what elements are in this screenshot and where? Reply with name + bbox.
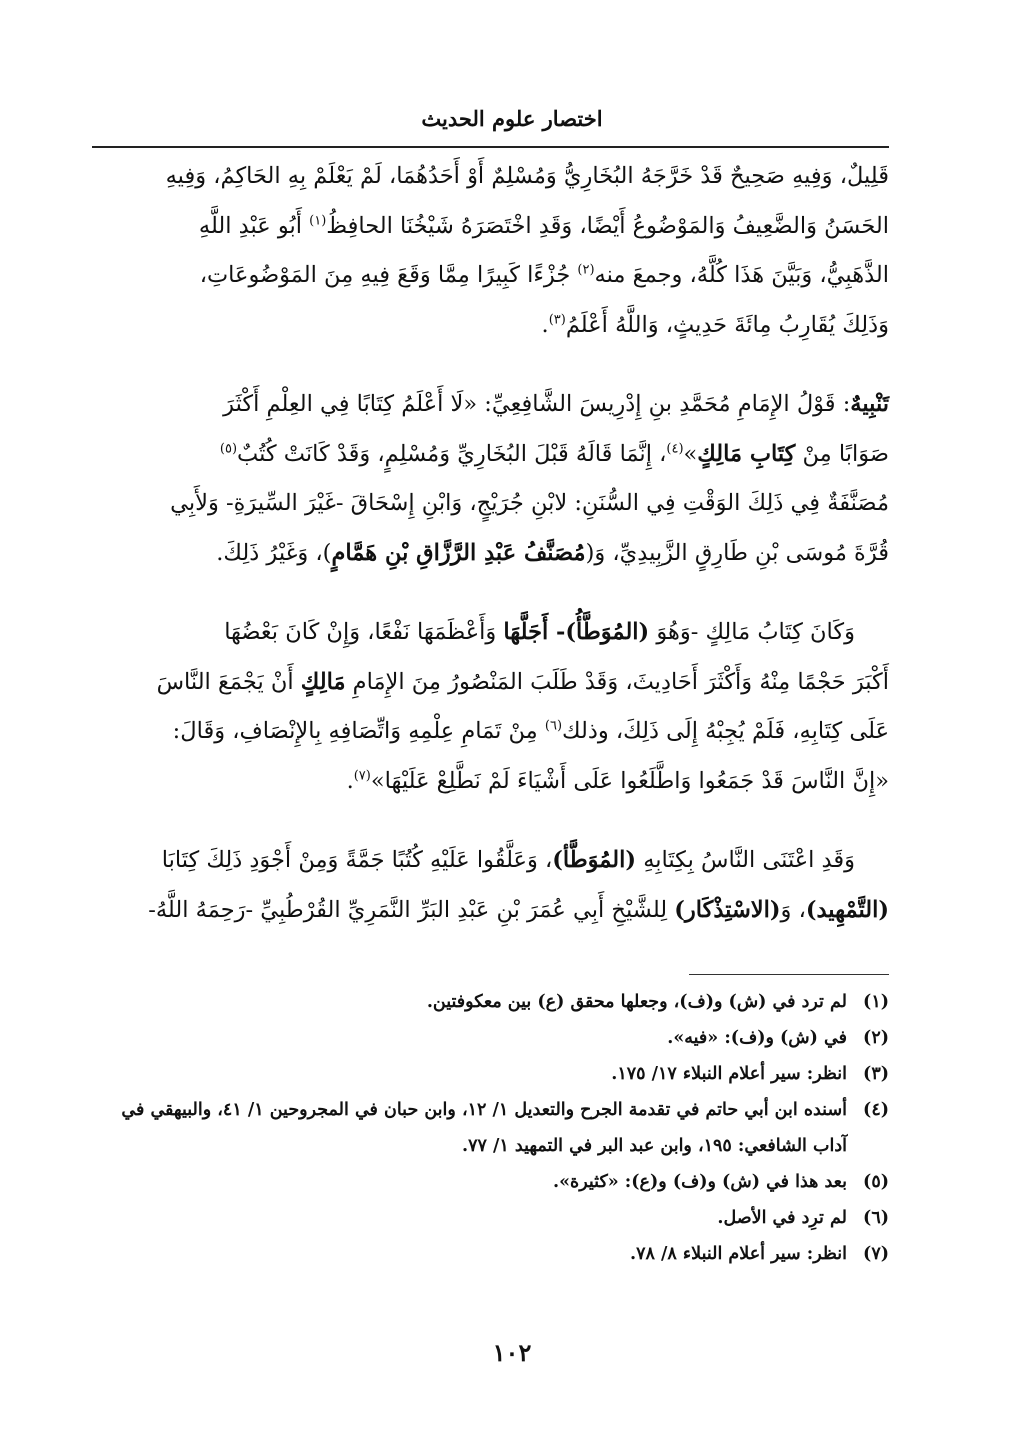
footnote-item	[92, 984, 889, 1020]
page-number: ١٠٢	[492, 1338, 532, 1367]
text-run: أَبُو عَبْدِ اللَّهِ	[198, 212, 310, 239]
text-run: قَلِيلٌ، وَفِيهِ صَحِيحٌ قَدْ خَرَّجَهُ البُخَارِيُّ وَمُسْلِمٌ أَوْ أَحَدُهُمَا، لَمْ يَعْلَمْ بِهِ الحَاكِمُ، وَفِيهِ	[165, 163, 889, 189]
text-run: «إِنَّ النَّاسَ قَدْ جَمَعُوا وَاطَّلَعُوا عَلَى أَشْيَاءَ لَمْ نَطَّلِعْ عَلَيْهَا»	[370, 767, 889, 794]
text-run: وَقَدِ اعْتَنَى النَّاسُ بِكِتَابِهِ	[636, 847, 855, 873]
paragraph-2	[92, 380, 889, 578]
bold-run: مُصَنَّفُ عَبْدِ الرَّزَّاقِ بْنِ هَمَّامٍ	[331, 539, 586, 566]
text-line	[92, 608, 889, 658]
text-run: ، وَعَلَّقُوا عَلَيْهِ كُتُبًا جَمَّةً وَمِنْ أَجْوَدِ ذَلِكَ كِتَابَا	[161, 847, 553, 873]
footnote-number: (٣)	[863, 1064, 889, 1084]
text-run: صَوَابًا مِنْ	[795, 440, 889, 467]
text-run: الذَّهَبِيُّ، وَبَيَّنَ هَذَا كُلَّهُ، وجمعَ منه	[594, 262, 889, 288]
text-line	[92, 886, 889, 936]
footnote-ref[interactable]: (٧)	[353, 768, 371, 783]
footnote-number: (٥)	[863, 1172, 889, 1192]
bold-run: (المُوَطَّأُ)- أَجَلَّهَا	[503, 619, 650, 645]
footnote-text: في (ش) و(ف): «فيه».	[667, 1028, 847, 1048]
bold-run: (التَّمْهِيد)	[805, 896, 889, 923]
footnote-item	[92, 1020, 889, 1056]
footnote-ref[interactable]: (٣)	[548, 312, 566, 327]
text-run: )، وَغَيْرُ ذَلِكَ.	[216, 539, 332, 566]
bold-run: كِتَابِ مَالِكٍ	[697, 440, 796, 467]
footnote-text: أسنده ابن أبي حاتم في تقدمة الجرح والتعديل ١/ ١٢، وابن حبان في المجروحين ١/ ٤١، والبيهقي في آداب الشافعي: ١٩٥، وابن عبد البر في التمهيد ١/ ٧٧.	[121, 1100, 847, 1156]
text-line	[92, 757, 889, 807]
footnote-ref[interactable]: (٦)	[544, 718, 563, 734]
footnote-number: (٤)	[863, 1100, 889, 1120]
footnote-item	[92, 1164, 889, 1200]
text-run: وَأَعْظَمَهَا نَفْعًا، وَإِنْ كَانَ بَعْضُهَا	[224, 619, 504, 645]
running-header: اختصار علوم الحديث	[421, 106, 603, 131]
bold-run: (المُوَطَّأ)	[552, 847, 637, 873]
bold-run: (الاسْتِذْكَار)	[674, 896, 781, 923]
text-line	[92, 836, 889, 886]
main-text	[92, 152, 889, 935]
footnote-item	[92, 1092, 889, 1164]
footnote-text: لم ترِد في الأصل.	[717, 1208, 847, 1228]
text-run: أَكْبَرَ حَجْمًا مِنْهُ وَأَكْثَرَ أَحَادِيثَ، وَقَدْ طَلَبَ المَنْصُورُ مِنَ الإِمَامِ	[345, 668, 889, 695]
text-line	[92, 380, 889, 430]
text-line	[92, 251, 889, 301]
footnote-ref[interactable]: (١)	[309, 213, 327, 228]
footnote-number: (٧)	[863, 1244, 889, 1264]
text-run: قُرَّةَ مُوسَى بْنِ طَارِقٍ الزَّبِيدِيِّ، وَ(	[585, 539, 889, 566]
footnote-item	[92, 1056, 889, 1092]
text-line	[92, 152, 889, 202]
text-line	[92, 202, 889, 252]
bold-run: مَالِكٍ	[300, 668, 346, 695]
footnote-text: انظر: سير أعلام النبلاء ١٧/ ١٧٥.	[611, 1064, 847, 1084]
text-run: ، إِنَّمَا قَالَهُ قَبْلَ البُخَارِيِّ وَمُسْلِمٍ، وَقَدْ كَانَتْ كُتُبٌ	[237, 440, 667, 467]
text-run: جُزْءًا كَبِيرًا مِمَّا وَقَعَ فِيهِ مِنَ المَوْضُوعَاتِ،	[199, 262, 578, 288]
text-run: لِلشَّيْخِ أَبِي عُمَرَ بْنِ عَبْدِ البَرِّ النَّمَرِيِّ القُرْطُبِيِّ -رَحِمَهُ اللَّهُ-	[148, 896, 675, 923]
paragraph-3	[92, 608, 889, 806]
text-run: .	[541, 311, 549, 338]
text-line	[92, 301, 889, 351]
footnote-text: بعد هذا في (ش) و(ف) و(ع): «كثيرة».	[553, 1172, 847, 1192]
footnote-text: لم ترد في (ش) و(ف)، وجعلها محقق (ع) بين معكوفتين.	[426, 992, 847, 1012]
footnote-separator	[689, 974, 889, 975]
text-run: عَلَى كِتَابِهِ، فَلَمْ يُجِبْهُ إِلَى ذَلِكَ، وذلك	[562, 718, 889, 744]
text-line	[92, 707, 889, 757]
paragraph-1	[92, 152, 889, 350]
footnote-ref[interactable]: (٢)	[577, 262, 595, 278]
text-run: وَكَانَ كِتَابُ مَالِكٍ -وَهُوَ	[649, 619, 855, 645]
text-line	[92, 529, 889, 579]
text-line	[92, 479, 889, 529]
text-line	[92, 430, 889, 480]
footnotes-section	[92, 984, 889, 1272]
footnote-ref[interactable]: (٥)	[219, 441, 238, 456]
header-rule	[92, 146, 889, 148]
footnote-ref[interactable]: (٤)	[666, 441, 684, 456]
text-line	[92, 658, 889, 708]
text-run: أَنْ يَجْمَعَ النَّاسَ	[156, 668, 301, 695]
text-run: ، وَ	[780, 896, 806, 923]
text-run: مِنْ تَمَامِ عِلْمِهِ وَاتِّصَافِهِ بِالإِنْصَافِ، وَقَالَ:	[172, 718, 545, 744]
footnote-item	[92, 1200, 889, 1236]
text-run: الحَسَنُ وَالضَّعِيفُ وَالمَوْضُوعُ أَيْضًا، وَقَدِ اخْتَصَرَهُ شَيْخُنَا الحافِظُ	[326, 212, 889, 239]
footnote-number: (٦)	[863, 1208, 889, 1228]
text-run: »	[683, 440, 698, 467]
notice-heading: تَنْبِيهٌ	[850, 391, 889, 417]
footnote-number: (١)	[863, 992, 889, 1012]
paragraph-4	[92, 836, 889, 935]
footnote-number: (٢)	[863, 1028, 889, 1048]
text-run: .	[346, 767, 354, 794]
text-run: : قَوْلُ الإِمَامِ مُحَمَّدِ بنِ إِدْرِيسَ الشَّافِعِيِّ: «لَا أَعْلَمُ كِتَابًا فِي العِلْمِ أَكْثَرَ	[223, 391, 851, 417]
footnote-text: انظر: سير أعلام النبلاء ٨/ ٧٨.	[630, 1244, 847, 1264]
footnote-item	[92, 1236, 889, 1272]
text-run: مُصَنَّفَةٌ فِي ذَلِكَ الوَقْتِ فِي السُّنَنِ: لابْنِ جُرَيْجٍ، وَابْنِ إِسْحَاقَ -غَيْرَ السِّيرَةِ- وَلأَبِي	[170, 490, 889, 516]
text-run: وَذَلِكَ يُقَارِبُ مِائَةَ حَدِيثٍ، وَاللَّهُ أَعْلَمُ	[565, 311, 889, 338]
